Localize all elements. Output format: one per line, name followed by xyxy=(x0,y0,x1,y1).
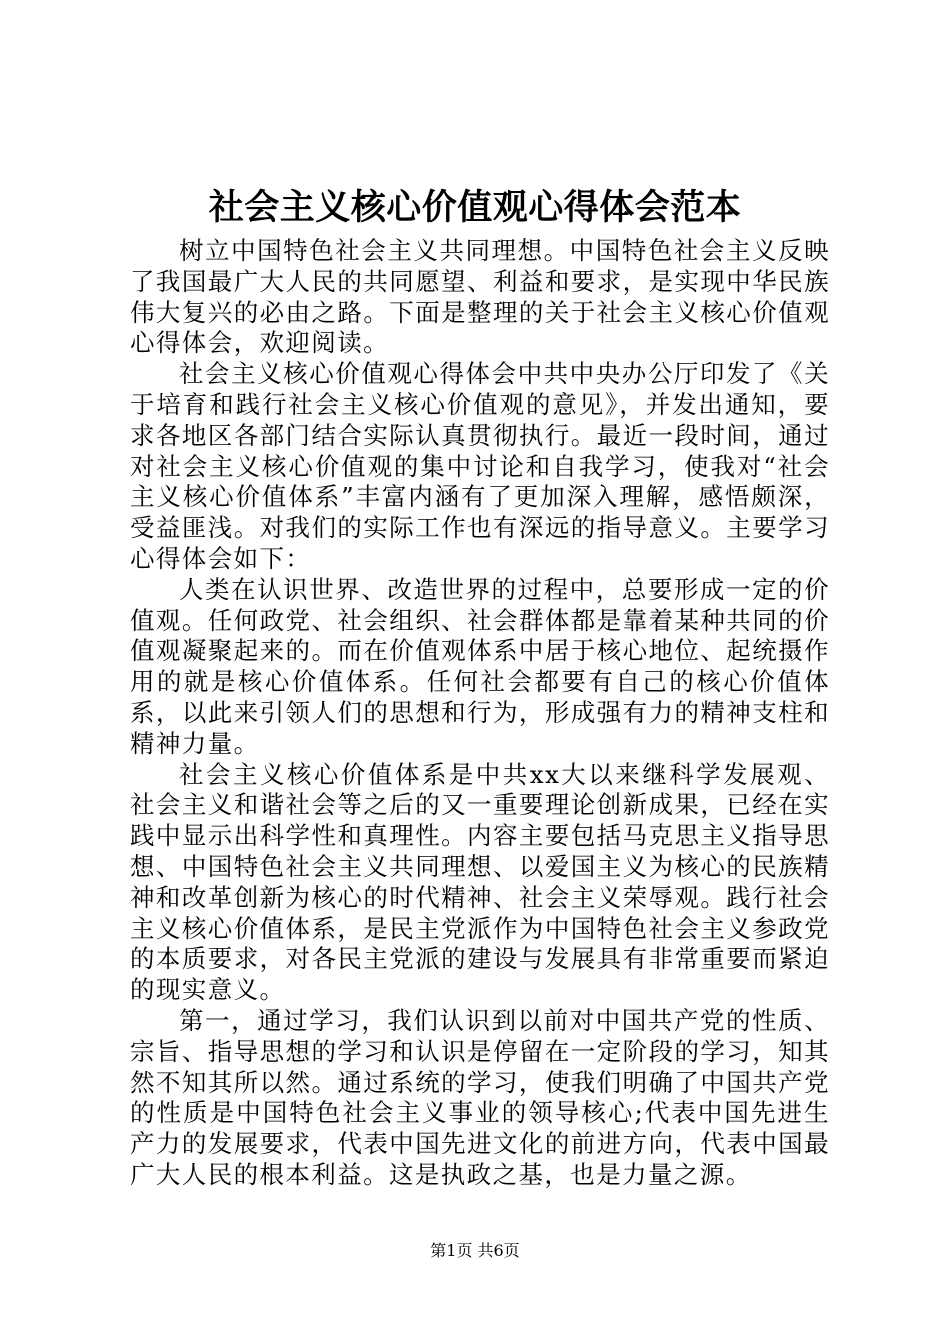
document-title: 社会主义核心价值观心得体会范本 xyxy=(208,187,742,228)
paragraph-intro: 树立中国特色社会主义共同理想。中国特色社会主义反映了我国最广大人民的共同愿望、利益和要求，是实现中华民族伟大复兴的必由之路。下面是整理的关于社会主义核心价值观心得体会，欢迎阅读。 xyxy=(130,236,830,358)
paragraph-core-value-system: 社会主义核心价值体系是中共xx大以来继科学发展观、社会主义和谐社会等之后的又一重要理论创新成果，已经在实践中显示出科学性和真理性。内容主要包括马克思主义指导思想、中国特色社会主义共同理想、以爱国主义为核心的民族精神和改革创新为核心的时代精神、社会主义荣辱观。践行社会主义核心价值体系，是民主党派作为中国特色社会主义参政党的本质要求，对各民主党派的建设与发展具有非常重要而紧迫的现实意义。 xyxy=(130,759,830,1005)
paragraph-opinion-notice: 社会主义核心价值观心得体会中共中央办公厅印发了《关于培育和践行社会主义核心价值观的意见》，并发出通知，要求各地区各部门结合实际认真贯彻执行。最近一段时间，通过对社会主义核心价值观的集中讨论和自我学习，使我对“社会主义核心价值体系”丰富内涵有了更加深入理解，感悟颇深，受益匪浅。对我们的实际工作也有深远的指导意义。主要学习心得体会如下： xyxy=(130,359,830,573)
paragraph-values-formation: 人类在认识世界、改造世界的过程中，总要形成一定的价值观。任何政党、社会组织、社会群体都是靠着某种共同的价值观凝聚起来的。而在价值观体系中居于核心地位、起统摄作用的就是核心价值体系。任何社会都要有自己的核心价值体系，以此来引领人们的思想和行为，形成强有力的精神支柱和精神力量。 xyxy=(130,574,830,758)
paragraph-first-point: 第一，通过学习，我们认识到以前对中国共产党的性质、宗旨、指导思想的学习和认识是停留在一定阶段的学习，知其然不知其所以然。通过系统的学习，使我们明确了中国共产党的性质是中国特色社会主义事业的领导核心;代表中国先进生产力的发展要求，代表中国先进文化的前进方向，代表中国最广大人民的根本利益。这是执政之基，也是力量之源。 xyxy=(130,1005,830,1189)
page-number-footer: 第1页 共6页 xyxy=(430,1241,520,1260)
document-body xyxy=(130,236,830,1191)
